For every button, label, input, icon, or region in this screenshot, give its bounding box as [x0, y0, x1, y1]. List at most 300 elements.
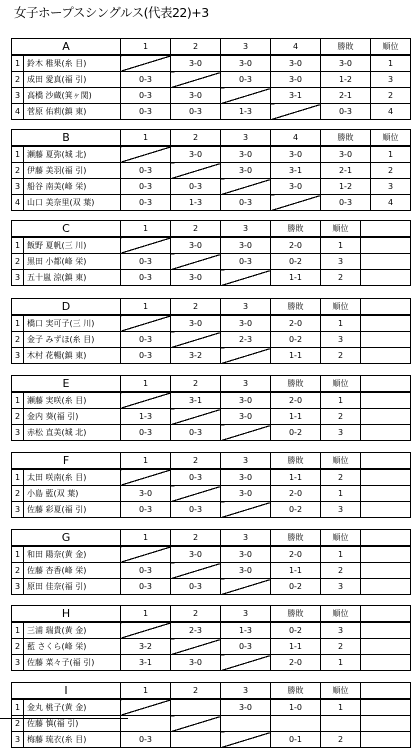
- self-match-cell: [171, 163, 221, 179]
- player-name: 赤松 直美(城 北): [24, 425, 121, 441]
- match-score: 0-3: [121, 732, 171, 748]
- win-loss-value: 0-2: [271, 622, 321, 639]
- win-loss-value: 2-0: [271, 392, 321, 409]
- win-loss-header: 勝敗: [271, 683, 321, 700]
- spacer-cell: [361, 254, 411, 270]
- win-loss-value: 0-3: [321, 195, 371, 211]
- match-score: 0-3: [121, 195, 171, 211]
- table-row: [12, 348, 411, 364]
- player-name: 佐藤 杏香(峰 栄): [24, 563, 121, 579]
- match-score: 3-2: [121, 639, 171, 655]
- self-match-cell: [221, 425, 271, 441]
- player-name: 金内 葵(福 引): [24, 409, 121, 425]
- column-header: 3: [221, 299, 271, 316]
- match-score: 3-0: [221, 392, 271, 409]
- match-score: 1-3: [121, 409, 171, 425]
- self-match-cell: [121, 55, 171, 72]
- group-letter: F: [12, 453, 121, 470]
- player-name: 原田 佳奈(福 引): [24, 579, 121, 595]
- spacer-cell: [361, 425, 411, 441]
- column-header: 2: [171, 221, 221, 238]
- match-score: 0-3: [121, 72, 171, 88]
- self-match-cell: [221, 179, 271, 195]
- match-score: 0-3: [171, 469, 221, 486]
- column-header: 1: [121, 39, 171, 56]
- match-score: 3-0: [171, 655, 221, 671]
- player-number: 2: [12, 409, 24, 425]
- self-match-cell: [121, 469, 171, 486]
- win-loss-value: 0-1: [271, 732, 321, 748]
- player-number: 1: [12, 315, 24, 332]
- self-match-cell: [121, 315, 171, 332]
- spacer-cell: [361, 502, 411, 518]
- win-loss-header: 勝敗: [321, 39, 371, 56]
- self-match-cell: [121, 699, 171, 716]
- win-loss-value: 2-0: [271, 655, 321, 671]
- match-score: 2-3: [171, 622, 221, 639]
- player-name: 佐藤 菜々子(福 引): [24, 655, 121, 671]
- column-header: 1: [121, 530, 171, 547]
- rank-value: 1: [321, 546, 361, 563]
- self-match-cell: [221, 732, 271, 748]
- table-row: [12, 72, 411, 88]
- win-loss-value: 0-2: [271, 425, 321, 441]
- match-score: 0-3: [121, 163, 171, 179]
- player-number: 2: [12, 486, 24, 502]
- rank-value: 1: [321, 237, 361, 254]
- table-row: [12, 409, 411, 425]
- table-row: [12, 146, 411, 163]
- self-match-cell: [171, 409, 221, 425]
- group-letter: D: [12, 299, 121, 316]
- match-score: 2-3: [221, 332, 271, 348]
- match-score: [221, 716, 271, 732]
- player-name: 飯野 夏帆(三 川): [24, 237, 121, 254]
- table-row: [12, 270, 411, 286]
- group-letter: C: [12, 221, 121, 238]
- self-match-cell: [171, 563, 221, 579]
- win-loss-value: 3-0: [321, 146, 371, 163]
- rank-header: 順位: [321, 376, 361, 393]
- table-row: [12, 315, 411, 332]
- player-number: 3: [12, 88, 24, 104]
- column-header: 4: [271, 130, 321, 147]
- rank-header: 順位: [371, 39, 411, 56]
- player-name: 木村 花暢(鎮 東): [24, 348, 121, 364]
- rank-value: 2: [321, 348, 361, 364]
- win-loss-value: 0-2: [271, 502, 321, 518]
- player-number: 3: [12, 502, 24, 518]
- self-match-cell: [171, 486, 221, 502]
- spacer-cell: [361, 348, 411, 364]
- spacer-cell: [361, 579, 411, 595]
- rank-value: [321, 716, 361, 732]
- spacer-cell: [361, 299, 411, 316]
- self-match-cell: [171, 72, 221, 88]
- win-loss-value: 2-0: [271, 237, 321, 254]
- match-score: 3-0: [221, 546, 271, 563]
- player-number: 2: [12, 163, 24, 179]
- win-loss-value: 1-2: [321, 72, 371, 88]
- win-loss-value: 2-1: [321, 163, 371, 179]
- column-header: 2: [171, 683, 221, 700]
- match-score: 3-1: [121, 655, 171, 671]
- player-number: 1: [12, 392, 24, 409]
- page-title: 女子ホープスシングルス(代表22)+3: [14, 5, 209, 20]
- match-score: 0-3: [221, 72, 271, 88]
- rank-value: 2: [321, 563, 361, 579]
- player-number: 1: [12, 237, 24, 254]
- table-row: [12, 55, 411, 72]
- group-table: [11, 375, 411, 441]
- win-loss-value: 2-0: [271, 546, 321, 563]
- win-loss-value: 2-0: [271, 486, 321, 502]
- rank-value: 1: [371, 146, 411, 163]
- match-score: 3-0: [121, 486, 171, 502]
- player-name: 金子 みずほ(糸 目): [24, 332, 121, 348]
- group-table: [11, 452, 411, 518]
- spacer-cell: [361, 221, 411, 238]
- table-row: [12, 655, 411, 671]
- spacer-cell: [361, 655, 411, 671]
- win-loss-header: 勝敗: [271, 299, 321, 316]
- player-name: 船谷 南美(峰 栄): [24, 179, 121, 195]
- rank-value: 2: [321, 409, 361, 425]
- player-number: 3: [12, 425, 24, 441]
- player-name: 五十嵐 涼(鎮 東): [24, 270, 121, 286]
- self-match-cell: [271, 195, 321, 211]
- player-name: 菅原 佑莉(鎮 東): [24, 104, 121, 120]
- match-score: 1-3: [221, 104, 271, 120]
- player-number: 2: [12, 716, 24, 732]
- spacer-cell: [361, 606, 411, 623]
- match-score: 0-3: [171, 425, 221, 441]
- self-match-cell: [221, 348, 271, 364]
- table-row: [12, 104, 411, 120]
- spacer-cell: [361, 683, 411, 700]
- win-loss-value: 2-1: [321, 88, 371, 104]
- player-name: 金丸 桃子(黄 金): [24, 699, 121, 716]
- match-score: 0-3: [221, 254, 271, 270]
- match-score: 3-0: [171, 546, 221, 563]
- win-loss-header: 勝敗: [271, 221, 321, 238]
- match-score: 3-0: [271, 179, 321, 195]
- player-number: 2: [12, 332, 24, 348]
- player-number: 3: [12, 655, 24, 671]
- win-loss-value: 1-1: [271, 348, 321, 364]
- column-header: 2: [171, 130, 221, 147]
- match-score: 3-0: [221, 469, 271, 486]
- match-score: 3-0: [171, 88, 221, 104]
- match-score: 0-3: [121, 88, 171, 104]
- match-score: [171, 732, 221, 748]
- player-number: 4: [12, 195, 24, 211]
- spacer-cell: [361, 486, 411, 502]
- player-number: 4: [12, 104, 24, 120]
- self-match-cell: [271, 104, 321, 120]
- rank-value: 3: [321, 332, 361, 348]
- player-name: 山口 美奈里(双 葉): [24, 195, 121, 211]
- match-score: 3-0: [221, 486, 271, 502]
- win-loss-value: 1-1: [271, 469, 321, 486]
- rank-header: 順位: [321, 299, 361, 316]
- table-row: [12, 392, 411, 409]
- win-loss-header: 勝敗: [271, 376, 321, 393]
- spacer-cell: [361, 270, 411, 286]
- match-score: [121, 716, 171, 732]
- group-letter: G: [12, 530, 121, 547]
- spacer-cell: [361, 699, 411, 716]
- rank-value: 3: [371, 179, 411, 195]
- rank-header: 順位: [321, 683, 361, 700]
- win-loss-header: 勝敗: [321, 130, 371, 147]
- table-row: [12, 502, 411, 518]
- player-number: 3: [12, 270, 24, 286]
- spacer-cell: [361, 376, 411, 393]
- match-score: 3-1: [271, 163, 321, 179]
- column-header: 3: [221, 530, 271, 547]
- match-score: 0-3: [121, 579, 171, 595]
- match-score: 3-0: [171, 146, 221, 163]
- rank-header: 順位: [321, 221, 361, 238]
- rank-value: 2: [321, 639, 361, 655]
- table-row: [12, 425, 411, 441]
- column-header: 3: [221, 606, 271, 623]
- player-number: 2: [12, 563, 24, 579]
- match-score: 3-0: [171, 315, 221, 332]
- group-table: [11, 605, 411, 671]
- player-name: 伊藤 美羽(福 引): [24, 163, 121, 179]
- player-name: 小島 藍(双 葉): [24, 486, 121, 502]
- match-score: 0-3: [121, 332, 171, 348]
- match-score: 0-3: [121, 348, 171, 364]
- match-score: 3-0: [171, 237, 221, 254]
- win-loss-value: 0-3: [321, 104, 371, 120]
- table-row: [12, 179, 411, 195]
- column-header: 3: [221, 453, 271, 470]
- match-score: 3-0: [271, 146, 321, 163]
- win-loss-value: 1-1: [271, 639, 321, 655]
- group-letter: A: [12, 39, 121, 56]
- table-row: [12, 332, 411, 348]
- match-score: 3-0: [221, 315, 271, 332]
- column-header: 1: [121, 376, 171, 393]
- group-letter: H: [12, 606, 121, 623]
- match-score: 0-3: [121, 104, 171, 120]
- column-header: 3: [221, 130, 271, 147]
- self-match-cell: [171, 716, 221, 732]
- table-row: [12, 563, 411, 579]
- table-row: [12, 732, 411, 748]
- rank-value: 1: [371, 55, 411, 72]
- player-name: 梅藤 琉衣(糸 目): [24, 732, 121, 748]
- column-header: 1: [121, 606, 171, 623]
- player-number: 2: [12, 72, 24, 88]
- match-score: 1-3: [221, 622, 271, 639]
- match-score: 0-3: [121, 270, 171, 286]
- self-match-cell: [121, 622, 171, 639]
- match-score: 3-0: [221, 163, 271, 179]
- self-match-cell: [121, 546, 171, 563]
- match-score: 3-0: [171, 55, 221, 72]
- match-score: 0-3: [171, 579, 221, 595]
- rank-header: 順位: [321, 530, 361, 547]
- column-header: 2: [171, 453, 221, 470]
- player-name: 瀬藤 実咲(糸 目): [24, 392, 121, 409]
- table-row: [12, 237, 411, 254]
- player-name: 橋口 実可子(三 川): [24, 315, 121, 332]
- self-match-cell: [171, 639, 221, 655]
- win-loss-value: [271, 716, 321, 732]
- match-score: 3-0: [221, 55, 271, 72]
- win-loss-value: 1-1: [271, 270, 321, 286]
- rank-value: 1: [321, 486, 361, 502]
- column-header: 2: [171, 376, 221, 393]
- player-name: 鈴木 稚果(糸 目): [24, 55, 121, 72]
- group-table: [11, 298, 411, 364]
- group-table: [11, 682, 411, 748]
- win-loss-value: 1-1: [271, 563, 321, 579]
- self-match-cell: [121, 392, 171, 409]
- column-header: 2: [171, 299, 221, 316]
- column-header: 3: [221, 376, 271, 393]
- group-table: [11, 529, 411, 595]
- column-header: 3: [221, 221, 271, 238]
- strikethrough-line: [0, 718, 128, 719]
- rank-value: 1: [321, 699, 361, 716]
- table-row: [12, 195, 411, 211]
- self-match-cell: [221, 655, 271, 671]
- spacer-cell: [361, 639, 411, 655]
- player-name: 佐藤 慎(福 引): [24, 716, 121, 732]
- rank-value: 1: [321, 315, 361, 332]
- table-row: [12, 579, 411, 595]
- column-header: 3: [221, 39, 271, 56]
- spacer-cell: [361, 392, 411, 409]
- win-loss-value: 0-2: [271, 332, 321, 348]
- spacer-cell: [361, 453, 411, 470]
- player-number: 3: [12, 348, 24, 364]
- self-match-cell: [121, 146, 171, 163]
- rank-value: 2: [321, 270, 361, 286]
- rank-value: 1: [321, 655, 361, 671]
- player-name: 高橋 沙蔵(箕ヶ関): [24, 88, 121, 104]
- player-name: 三浦 瑞貴(黄 金): [24, 622, 121, 639]
- match-score: [171, 699, 221, 716]
- win-loss-value: 1-1: [271, 409, 321, 425]
- win-loss-header: 勝敗: [271, 606, 321, 623]
- player-name: 和田 陽奈(黄 金): [24, 546, 121, 563]
- rank-header: 順位: [321, 453, 361, 470]
- table-row: [12, 254, 411, 270]
- player-number: 1: [12, 469, 24, 486]
- group-letter: E: [12, 376, 121, 393]
- win-loss-value: 3-0: [321, 55, 371, 72]
- self-match-cell: [221, 502, 271, 518]
- player-name: 藍 さくら(峰 栄): [24, 639, 121, 655]
- win-loss-value: 1-2: [321, 179, 371, 195]
- match-score: 3-0: [171, 270, 221, 286]
- match-score: 0-3: [171, 179, 221, 195]
- rank-value: 4: [371, 195, 411, 211]
- spacer-cell: [361, 622, 411, 639]
- group-letter: B: [12, 130, 121, 147]
- match-score: 0-3: [171, 104, 221, 120]
- group-table: [11, 38, 411, 120]
- match-score: 3-0: [221, 409, 271, 425]
- rank-value: 2: [321, 469, 361, 486]
- table-row: [12, 699, 411, 716]
- player-number: 2: [12, 254, 24, 270]
- column-header: 1: [121, 221, 171, 238]
- player-number: 1: [12, 146, 24, 163]
- column-header: 1: [121, 130, 171, 147]
- rank-value: 2: [321, 732, 361, 748]
- win-loss-header: 勝敗: [271, 530, 321, 547]
- group-table: [11, 220, 411, 286]
- self-match-cell: [121, 237, 171, 254]
- spacer-cell: [361, 732, 411, 748]
- rank-value: 2: [371, 163, 411, 179]
- player-number: 3: [12, 732, 24, 748]
- match-score: 3-0: [271, 72, 321, 88]
- match-score: 3-0: [221, 237, 271, 254]
- match-score: 3-1: [171, 392, 221, 409]
- spacer-cell: [361, 332, 411, 348]
- table-row: [12, 88, 411, 104]
- column-header: 2: [171, 606, 221, 623]
- column-header: 2: [171, 530, 221, 547]
- match-score: 0-3: [121, 179, 171, 195]
- spacer-cell: [361, 315, 411, 332]
- match-score: 0-3: [121, 254, 171, 270]
- rank-header: 順位: [321, 606, 361, 623]
- column-header: 1: [121, 683, 171, 700]
- spacer-cell: [361, 469, 411, 486]
- column-header: 3: [221, 683, 271, 700]
- spacer-cell: [361, 716, 411, 732]
- player-number: 1: [12, 622, 24, 639]
- match-score: 0-3: [121, 502, 171, 518]
- self-match-cell: [221, 579, 271, 595]
- spacer-cell: [361, 563, 411, 579]
- rank-value: 3: [371, 72, 411, 88]
- match-score: 3-2: [171, 348, 221, 364]
- match-score: 3-0: [221, 146, 271, 163]
- player-number: 1: [12, 699, 24, 716]
- column-header: 1: [121, 453, 171, 470]
- match-score: 3-1: [271, 88, 321, 104]
- rank-value: 3: [321, 254, 361, 270]
- player-name: 黒田 小都(峰 栄): [24, 254, 121, 270]
- spacer-cell: [361, 237, 411, 254]
- self-match-cell: [221, 270, 271, 286]
- table-row: [12, 486, 411, 502]
- player-name: 成田 愛真(福 引): [24, 72, 121, 88]
- rank-value: 3: [321, 425, 361, 441]
- win-loss-header: 勝敗: [271, 453, 321, 470]
- table-row: [12, 622, 411, 639]
- match-score: 0-3: [171, 502, 221, 518]
- rank-value: 3: [321, 579, 361, 595]
- win-loss-value: 1-0: [271, 699, 321, 716]
- group-table: [11, 129, 411, 211]
- match-score: 0-3: [121, 563, 171, 579]
- match-score: 3-0: [221, 563, 271, 579]
- column-header: 1: [121, 299, 171, 316]
- group-letter: I: [12, 683, 121, 700]
- spacer-cell: [361, 530, 411, 547]
